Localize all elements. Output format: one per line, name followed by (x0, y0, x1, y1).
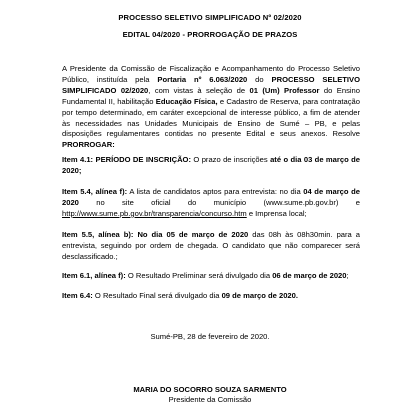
signer-name: MARIA DO SOCORRO SOUZA SARMENTO (133, 385, 287, 394)
item-4-1-paragraph: Item 4.1: PERÍODO DE INSCRIÇÃO: O prazo de inscrições até o dia 03 de março de 2020; (62, 155, 360, 175)
item-6-4-paragraph: Item 6.4: O Resultado Final será divulgado dia 09 de março de 2020. (62, 291, 298, 300)
edital-title: EDITAL 04/2020 - PRORROGAÇÃO DE PRAZOS (122, 30, 298, 39)
intro-paragraph: A Presidente da Comissão de Fiscalização e Acompanhamento do Processo Seletivo Público, instituída pela Portaria nº 6.063/2020 do PROCESSO SELETIVO SIMPLIFICADO 02/2020, com vistas à seleção de 01 (Um) Professor do Ensino Fundamental II, habilitação Educação Física, e Cadastro de Reserva, para contratação por tempo determinado, em caráter excepcional de interesse público, a fim de atender às necessidades nas Unidades Municipais de Ensino de Sumé – PB, e pelas disposições regulamentares contidas no presente Edital e seus anexos. Resolve PRORROGAR: (62, 64, 361, 150)
place-date: Sumé-PB, 28 de fevereiro de 2020. (150, 332, 270, 341)
document-title: PROCESSO SELETIVO SIMPLIFICADO Nº 02/2020 (118, 13, 302, 22)
signer-role: Presidente da Comissão (168, 395, 252, 404)
item-6-1-f-paragraph: Item 6.1, alínea f): O Resultado Preliminar será divulgado dia 06 de março de 2020; (62, 271, 349, 280)
item-5-5-b-paragraph: Item 5.5, alínea b): No dia 05 de março de 2020 das 08h às 08h30min. para a entrevista, seguindo por ordem de chegada. O candidato que não comparecer será desclassificado.; (62, 230, 360, 261)
concurso-link[interactable]: http://www.sume.pb.gov.br/transparencia/concurso.htm (62, 208, 247, 218)
item-5-4-f-paragraph: Item 5.4, alínea f): A lista de candidatos aptos para entrevista: no dia 04 de março de 2020 no site oficial do município (www.sume.pb.gov.br) e http://www.sume.pb.gov.br/transparencia/concurso.htm e Imprensa local; (62, 187, 360, 218)
